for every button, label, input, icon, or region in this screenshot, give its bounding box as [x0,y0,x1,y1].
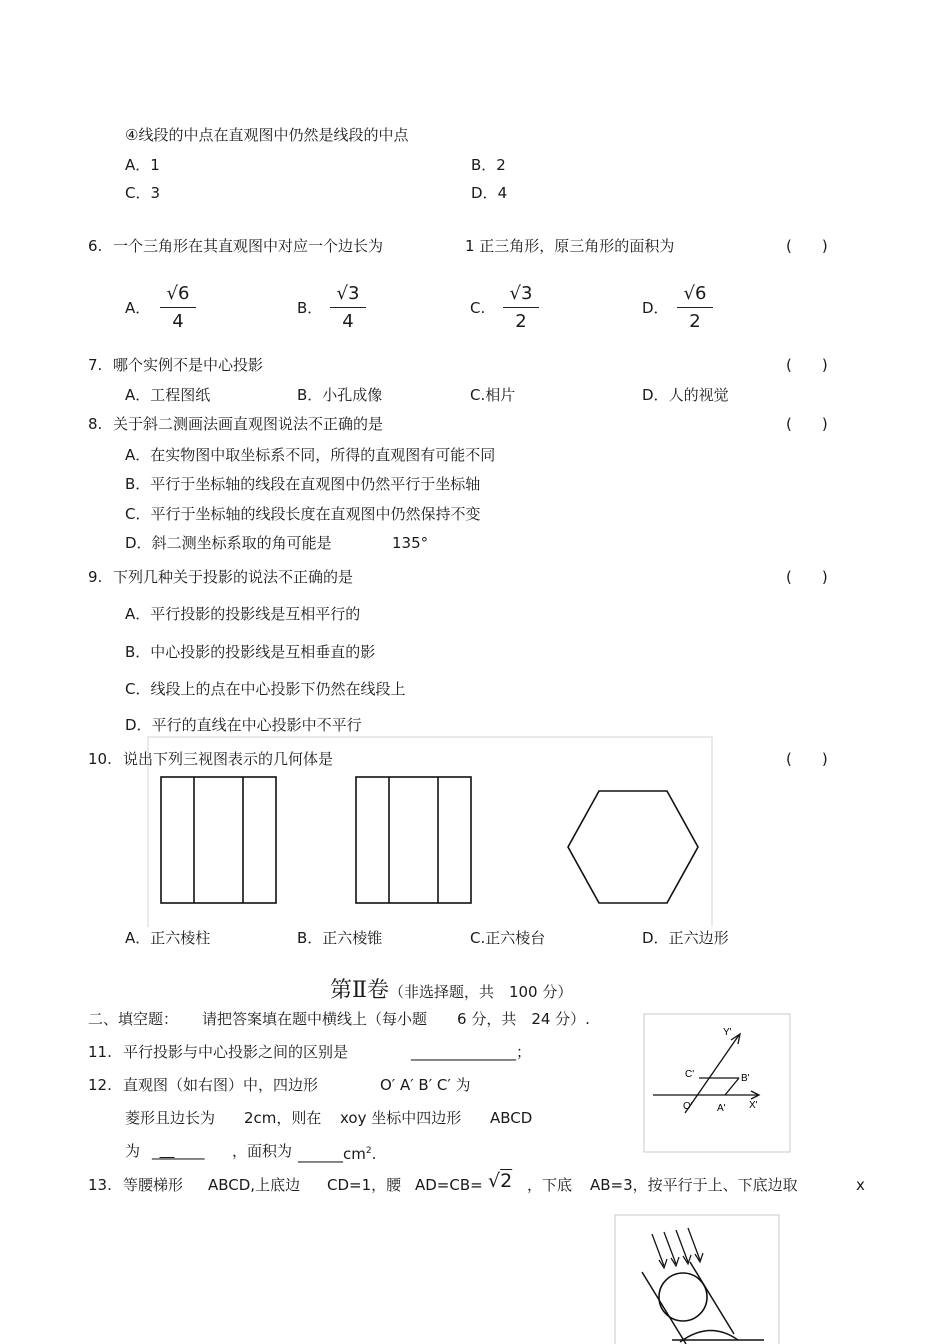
q9-option-text: 平行的直线在中心投影中不平行 [151,716,362,734]
q6-option-c-fraction [503,281,539,334]
q7-option-letter: A． [125,386,151,404]
q9-option-b[interactable] [125,642,375,662]
q8-option-b[interactable] [125,474,480,494]
label-x-axis: X' [749,1100,758,1111]
q13-text-2: ABCD,上底边 [208,1176,301,1194]
q10-option-text: 正六棱柱 [150,929,211,947]
q6-option-d-fraction [677,281,713,334]
q10-option-letter: A． [125,929,151,947]
q12-quadrilateral-label: O′ A′ B′ C′ 为 [380,1076,471,1094]
q7-option-a[interactable] [125,385,210,405]
label-c-prime: C' [685,1069,695,1080]
label-y-axis: Y' [723,1027,732,1038]
q5-option-letter: A． [125,156,151,174]
q9-option-d[interactable] [125,715,362,735]
fill-in-instruction: 请把答案填在题中横线上（每小题 6 分，共 24 分）. [202,1010,590,1028]
fill-in-section-heading: 二、填空题： [88,1010,179,1028]
q8-option-text: 在实物图中取坐标系不同，所得的直观图有可能不同 [150,446,496,464]
fraction-numerator: √6 [160,281,196,308]
label-a-prime: A' [717,1103,726,1114]
q8-answer-paren[interactable]: ( ) [786,415,828,433]
q13-text-3: CD=1，腰 [327,1176,402,1194]
q9-option-letter: C． [125,680,151,698]
q11-stem: 平行投影与中心投影之间的区别是 [123,1043,349,1061]
q8-option-letter: D． [125,534,152,552]
q12-area-label: ，面积为 [232,1142,293,1160]
q6-option-d-letter[interactable]: D． [642,299,669,317]
q12-line3-prefix: 为 [125,1142,141,1160]
q9-number: 9. [88,568,103,586]
q5-option-c[interactable] [125,183,160,203]
q13-radical: √2 [488,1170,513,1192]
q6-stem: 一个三角形在其直观图中对应一个边长为 [113,237,384,255]
q8-option-letter: A． [125,446,151,464]
q5-option-text: 4 [497,184,508,202]
q9-option-letter: D． [125,716,152,734]
q5-option-letter: D． [471,184,498,202]
q9-option-text: 线段上的点在中心投影下仍然在线段上 [150,680,406,698]
part2-subtitle: （非选择题，共 100 分） [388,983,573,1001]
q12-oblique-diagram [643,1013,791,1153]
q8-number: 8. [88,415,103,433]
q5-option-text: 3 [150,184,161,202]
q10-stem: 说出下列三视图表示的几何体是 [123,750,334,768]
q12-line1: 直观图（如右图）中，四边形 [123,1076,319,1094]
q13-text-5: ，下底 [527,1176,573,1194]
q7-number: 7. [88,356,103,374]
front-view-drawing [160,776,278,904]
q10-number: 10. [88,750,112,768]
q6-number: 6. [88,237,103,255]
q6-option-a-letter[interactable]: A． [125,299,151,317]
q9-option-c[interactable] [125,679,406,699]
q7-option-letter: C. [470,386,486,404]
q13-text-4: AD=CB= [415,1176,483,1194]
q5-option-b[interactable] [471,155,506,175]
q10-option-b[interactable] [297,928,382,948]
q10-option-text: 正六棱台 [485,929,546,947]
q7-option-d[interactable] [642,385,729,405]
q9-answer-paren[interactable]: ( ) [786,568,828,586]
q10-option-letter: C. [470,929,486,947]
sqrt-icon: √ [509,283,522,304]
q9-option-text: 平行投影的投影线是互相平行的 [150,605,361,623]
q8-option-text: 平行于坐标轴的线段在直观图中仍然平行于坐标轴 [150,475,481,493]
part2-title: 第Ⅱ卷（非选择题，共 100 分） [330,978,573,1003]
q5-option-d[interactable] [471,183,507,203]
side-view-drawing [355,776,473,904]
q9-option-letter: B． [125,643,151,661]
fraction-numerator: √6 [677,281,713,308]
sphere-shadow-figure [614,1214,780,1344]
q5-option-letter: B． [471,156,497,174]
q10-option-a[interactable] [125,928,210,948]
sqrt-icon: √ [488,1170,501,1192]
q13-number: 13. [88,1176,112,1194]
q7-option-text: 工程图纸 [150,386,211,404]
q10-answer-paren[interactable]: ( ) [786,750,828,768]
top-view-hexagon-drawing [566,789,700,907]
q10-option-text: 正六边形 [668,929,729,947]
q7-answer-paren[interactable]: ( ) [786,356,828,374]
q12-coordinate-text: xoy 坐标中四边形 [340,1109,462,1127]
q8-option-text: 斜二测坐标系取的角可能是 [151,534,332,552]
q8-stem: 关于斜二测画法画直观图说法不正确的是 [113,415,384,433]
q13-text-1: 等腰梯形 [123,1176,184,1194]
q12-area-blank[interactable]: $\_\_\_\_\_\_cm^2$. [298,1145,377,1163]
sqrt-icon: √ [336,283,349,304]
q10-option-c[interactable] [470,928,545,948]
sqrt-icon: √ [166,283,179,304]
q8-option-text: 平行于坐标轴的线段长度在直观图中仍然保持不变 [150,505,481,523]
fraction-denominator: 4 [342,311,354,332]
q12-line2: 菱形且边长为 [125,1109,216,1127]
q6-option-c-letter[interactable]: C. [470,299,486,317]
q13-text-6: AB=3，按平行于上、下底边取 [590,1176,798,1194]
sqrt-icon: √ [683,283,696,304]
q12-abcd: ABCD [490,1109,533,1127]
fraction-numerator: √3 [503,281,539,308]
q10-option-letter: B． [297,929,323,947]
q6-option-b-letter[interactable]: B． [297,299,323,317]
q12-unit-exponent: 2 [365,1146,372,1156]
q7-option-c[interactable] [470,385,515,405]
fraction-numerator: √3 [330,281,366,308]
q5-option-text: 2 [496,156,506,174]
q6-stem-continued: 1 正三角形，原三角形的面积为 [465,237,675,255]
q7-option-text: 相片 [485,386,516,404]
q11-number: 11. [88,1043,112,1061]
q5-option-letter: C． [125,184,151,202]
q7-option-letter: B． [297,386,323,404]
fraction-denominator: 4 [172,311,184,332]
q10-option-d[interactable] [642,928,729,948]
q5-statement4: ④线段的中点在直观图中仍然是线段的中点 [125,126,409,144]
q10-option-text: 正六棱锥 [322,929,383,947]
q7-stem: 哪个实例不是中心投影 [113,356,264,374]
q8-option-c[interactable] [125,504,481,524]
label-b-prime: B' [741,1073,750,1084]
q7-option-text: 小孔成像 [322,386,383,404]
q8-option-letter: C． [125,505,151,523]
q10-option-letter: D． [642,929,669,947]
q9-stem: 下列几种关于投影的说法不正确的是 [113,568,354,586]
q9-option-text: 中心投影的投影线是互相垂直的影 [150,643,376,661]
fraction-denominator: 2 [515,311,527,332]
label-o-prime: O' [683,1101,693,1112]
q7-option-b[interactable] [297,385,382,405]
q12-shape-blank[interactable]: _______ [152,1142,205,1160]
q6-option-a-fraction [160,281,196,334]
q12-number: 12. [88,1076,112,1094]
q5-option-text: 1 [150,156,160,174]
q9-option-letter: A． [125,605,151,623]
q8-option-d-angle: 135° [392,534,429,552]
q6-option-b-fraction [330,281,366,334]
q6-answer-paren[interactable]: ( ) [786,237,828,255]
q5-option-a[interactable] [125,155,160,175]
q9-option-a[interactable] [125,604,360,624]
q13-text-7: x [856,1176,865,1194]
q8-option-a[interactable] [125,445,495,465]
q8-option-letter: B． [125,475,151,493]
q7-option-text: 人的视觉 [668,386,729,404]
q12-side-length: 2cm，则在 [244,1109,322,1127]
fraction-denominator: 2 [689,311,701,332]
q7-option-letter: D． [642,386,669,404]
q11-answer-blank[interactable]: ______________； [411,1043,532,1061]
q8-option-d[interactable] [125,533,332,553]
